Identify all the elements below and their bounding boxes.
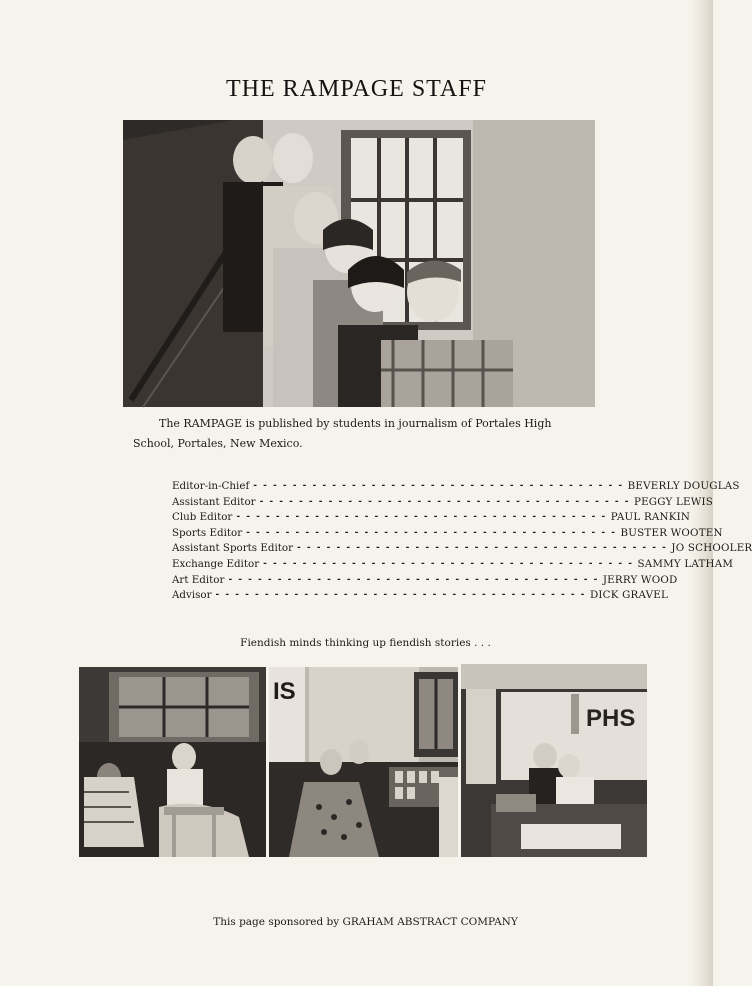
- staff-row: [172, 589, 668, 605]
- staff-role: Exchange Editor: [172, 557, 260, 570]
- staff-name: PEGGY LEWIS: [633, 495, 713, 508]
- staff-role: Sports Editor: [172, 526, 243, 539]
- staff-row: [172, 557, 734, 574]
- staff-role: Assistant Sports Editor: [172, 542, 294, 555]
- staff-name: PAUL RANKIN: [610, 511, 691, 524]
- staff-row: [172, 480, 740, 496]
- leader-dashes: - - - - - - - - - - - - - - - - - - - - - - - - - - - - - - - - - - - - - -: [236, 512, 607, 523]
- staff-name: JO SCHOOLER: [671, 542, 752, 555]
- leader-dashes: - - - - - - - - - - - - - - - - - - - - - - - - - - - - - - - - - - - - - -: [215, 590, 586, 601]
- staff-row: [172, 495, 713, 512]
- leader-dashes: - - - - - - - - - - - - - - - - - - - - - - - - - - - - - - - - - - - - - -: [263, 558, 634, 569]
- staff-group-photo: [123, 120, 595, 407]
- staff-role: Art Editor: [172, 573, 225, 586]
- page-title: THE RAMPAGE STAFF: [226, 76, 487, 102]
- sign-lettering-right: PHS: [586, 705, 636, 732]
- staff-row: [172, 511, 691, 527]
- photo-caption: Fiendish minds thinking up fiendish stories . . .: [240, 637, 491, 649]
- staff-name: JERRY WOOD: [602, 573, 678, 586]
- staff-role: Assistant Editor: [172, 495, 256, 508]
- newsroom-phs-photo: [461, 664, 647, 857]
- staff-row: [172, 526, 723, 543]
- intro-text: The RAMPAGE is published by students in journalism of Portales High School, Portales, New Mexico.: [133, 417, 552, 450]
- leader-dashes: - - - - - - - - - - - - - - - - - - - - - - - - - - - - - - - - - - - - - -: [228, 574, 599, 585]
- staff-role: Club Editor: [172, 511, 233, 524]
- sponsor-line: This page sponsored by GRAHAM ABSTRACT COMPANY: [213, 916, 518, 928]
- staff-name: BEVERLY DOUGLAS: [627, 480, 740, 492]
- page-edge: [691, 0, 713, 986]
- staff-name: BUSTER WOOTEN: [620, 526, 723, 539]
- leader-dashes: - - - - - - - - - - - - - - - - - - - - - - - - - - - - - - - - - - - - - -: [259, 496, 630, 507]
- intro-paragraph: [133, 414, 593, 454]
- staff-row: [172, 573, 678, 590]
- staff-role: Advisor: [172, 589, 212, 602]
- staff-name: DICK GRAVEL: [589, 589, 668, 602]
- leader-dashes: - - - - - - - - - - - - - - - - - - - - - - - - - - - - - - - - - - - - - -: [246, 527, 617, 538]
- staff-row: [172, 542, 752, 558]
- students-classroom-photo: [269, 667, 458, 857]
- sign-lettering-left: IS: [273, 678, 296, 705]
- leader-dashes: - - - - - - - - - - - - - - - - - - - - - - - - - - - - - - - - - - - - - -: [253, 481, 624, 491]
- students-writing-photo: [79, 667, 266, 857]
- staff-masthead: [172, 480, 752, 605]
- leader-dashes: - - - - - - - - - - - - - - - - - - - - - - - - - - - - - - - - - - - - - -: [297, 543, 668, 554]
- staff-name: SAMMY LATHAM: [637, 557, 734, 570]
- staff-role: Editor-in-Chief: [172, 480, 250, 492]
